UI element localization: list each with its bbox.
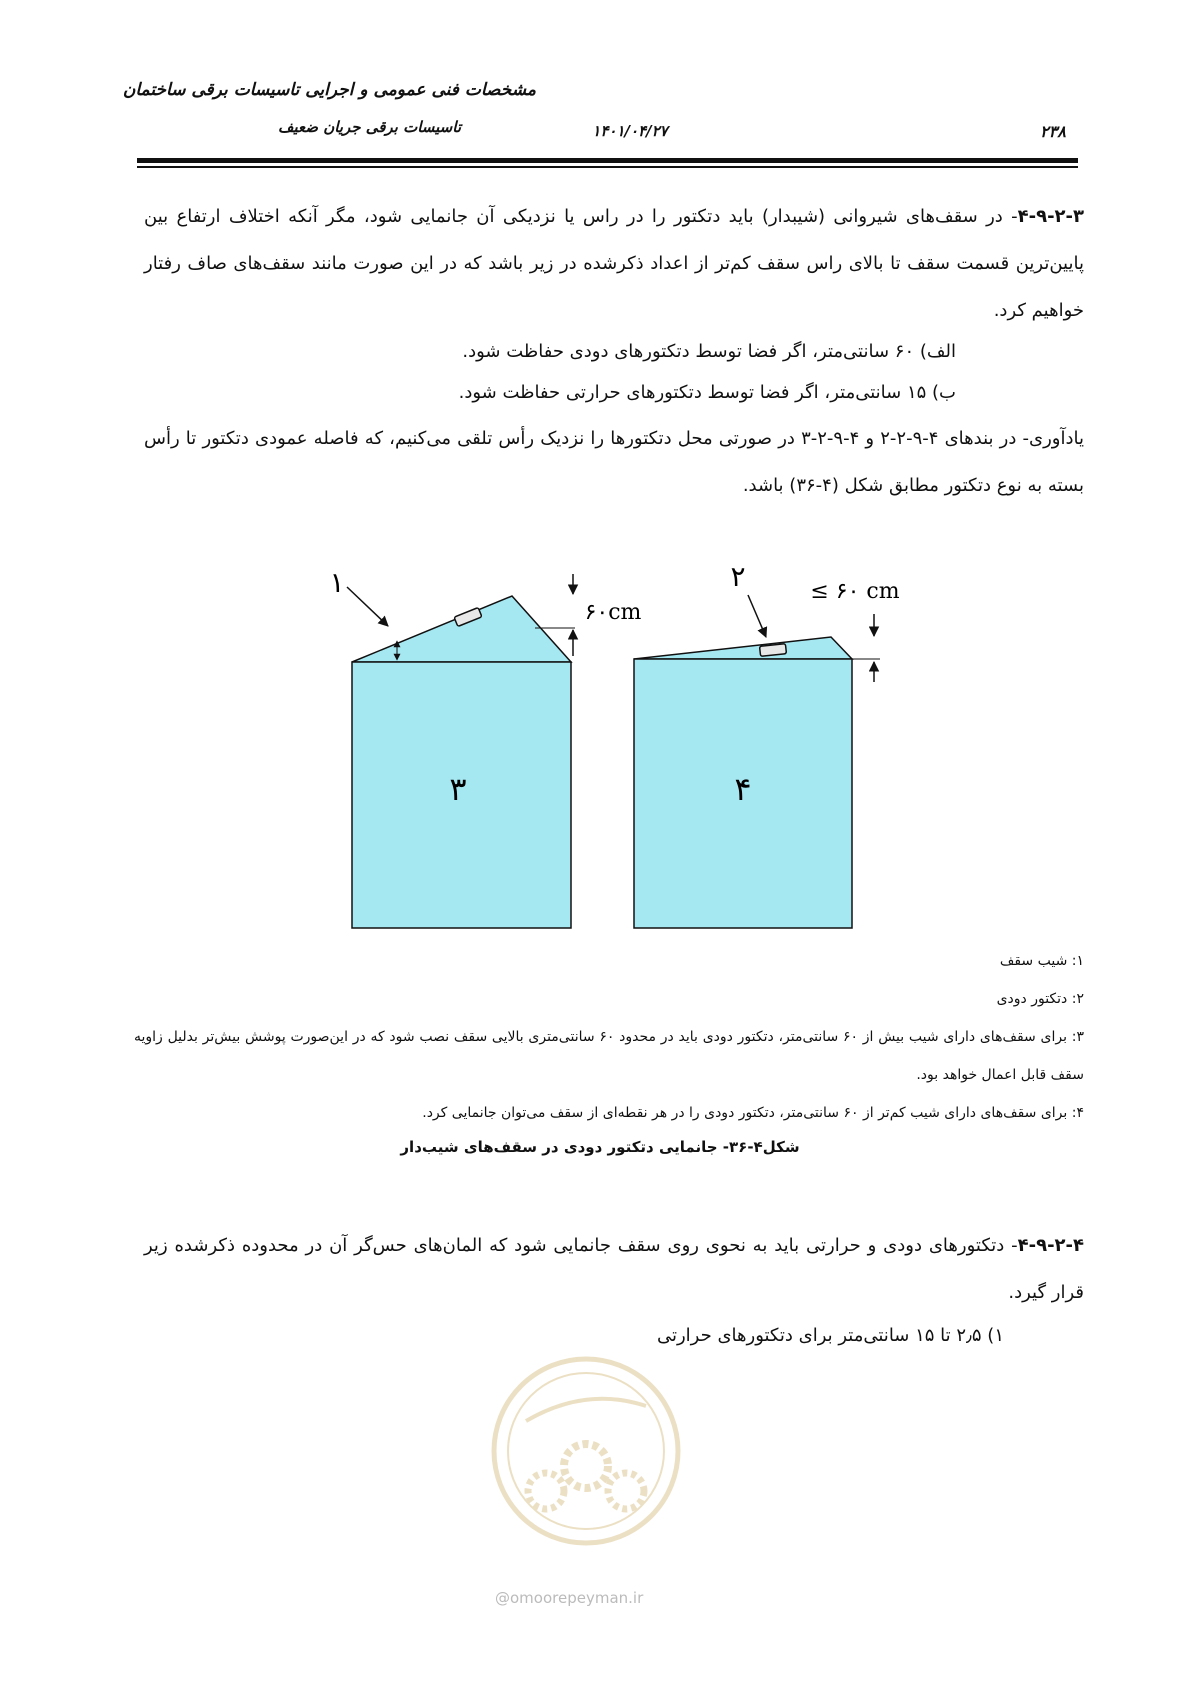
section-text-1: - در سقف‌های شیروانی (شیبدار) باید دتکتور را در راس یا نزدیکی آن جانمایی شود، مگر آنکه اختلاف ارتفاع بین پایین‌ترین قسمت سقف تا بالای راس سقف کم‌تر از اعداد ذکرشده در زیر باشد که در این صورت مانند سقف‌های صاف رفتار خواهیم کرد. [144, 206, 1084, 321]
reminder-note: یادآوری- در بندهای ۴-۹-۲-۲ و ۴-۹-۲-۳ در صورتی محل دتکتورها را نزدیک رأس تلقی می‌کنیم، که فاصله عمودی دتکتور تا رأس بسته به نوع دتکتور مطابق شکل (۴-۳۶) باشد. [144, 428, 1085, 496]
running-header-title: مشخصات فنی عمومی و اجرایی تاسیسات برقی ساختمان [122, 80, 536, 100]
label-1-leader [347, 587, 388, 626]
right-roof-triangle [634, 637, 852, 659]
figure-label-2: ۲ [730, 560, 746, 593]
figure-title: شکل۴-۳۶- جانمایی دتکتور دودی در سقف‌های شیب‌دار [400, 1138, 800, 1156]
watermark-logo [486, 1326, 686, 1586]
caption-3: ۳: برای سقف‌های دارای شیب بیش از ۶۰ سانتی‌متر، دتکتور دودی باید در محدود ۶۰ سانتی‌متری بالایی سقف نصب شود که در این‌صورت پوشش بیش‌تر بدلیل زاویه سقف قابل اعمال خواهد بود. [134, 1029, 1084, 1083]
caption-1: ۱: شیب سقف [999, 953, 1084, 969]
right-dimension-label: ≤ ۶۰ cm [810, 579, 900, 604]
list-item-a: الف) ۶۰ سانتی‌متر، اگر فضا توسط دتکتورهای دودی حفاظت شود. [462, 341, 956, 362]
section-paragraph-2 [144, 1222, 1084, 1316]
figure-label-1: ۱ [329, 566, 345, 599]
left-dimension-label: ۶۰cm [584, 600, 642, 625]
figure-label-4: ۴ [734, 770, 752, 808]
right-detector [760, 644, 787, 657]
list-item-b: ب) ۱۵ سانتی‌متر، اگر فضا توسط دتکتورهای حرارتی حفاظت شود. [458, 382, 956, 403]
section-text-2: - دتکتورهای دودی و حرارتی باید به نحوی روی سقف جانمایی شود که المان‌های حس‌گر آن در محدوده ذکرشده زیر قرار گیرد. [144, 1235, 1084, 1303]
left-roof-triangle [352, 596, 571, 662]
page-number: ۲۳۸ [1040, 122, 1066, 141]
section-number-2: ۴-۹-۲-۴ [1017, 1235, 1084, 1256]
running-header-date: ۱۴۰۱/۰۴/۲۷ [592, 122, 668, 140]
caption-4: ۴: برای سقف‌های دارای شیب کم‌تر از ۶۰ سانتی‌متر، دتکتور دودی را در هر نقطه‌ای از سقف می‌توان جانمایی کرد. [422, 1105, 1084, 1121]
section-number-1: ۴-۹-۲-۳ [1017, 206, 1084, 227]
running-header-section: تاسیسات برقی جریان ضعیف [277, 118, 461, 136]
label-2-leader [748, 595, 766, 637]
watermark-url: @omoorepeyman.ir [495, 1589, 644, 1607]
list-item-2-1: ۱) ۲٫۵ تا ۱۵ سانتی‌متر برای دتکتورهای حرارتی [656, 1325, 1004, 1346]
caption-2: ۲: دتکتور دودی [996, 991, 1084, 1007]
figure-label-3: ۳ [449, 770, 467, 808]
